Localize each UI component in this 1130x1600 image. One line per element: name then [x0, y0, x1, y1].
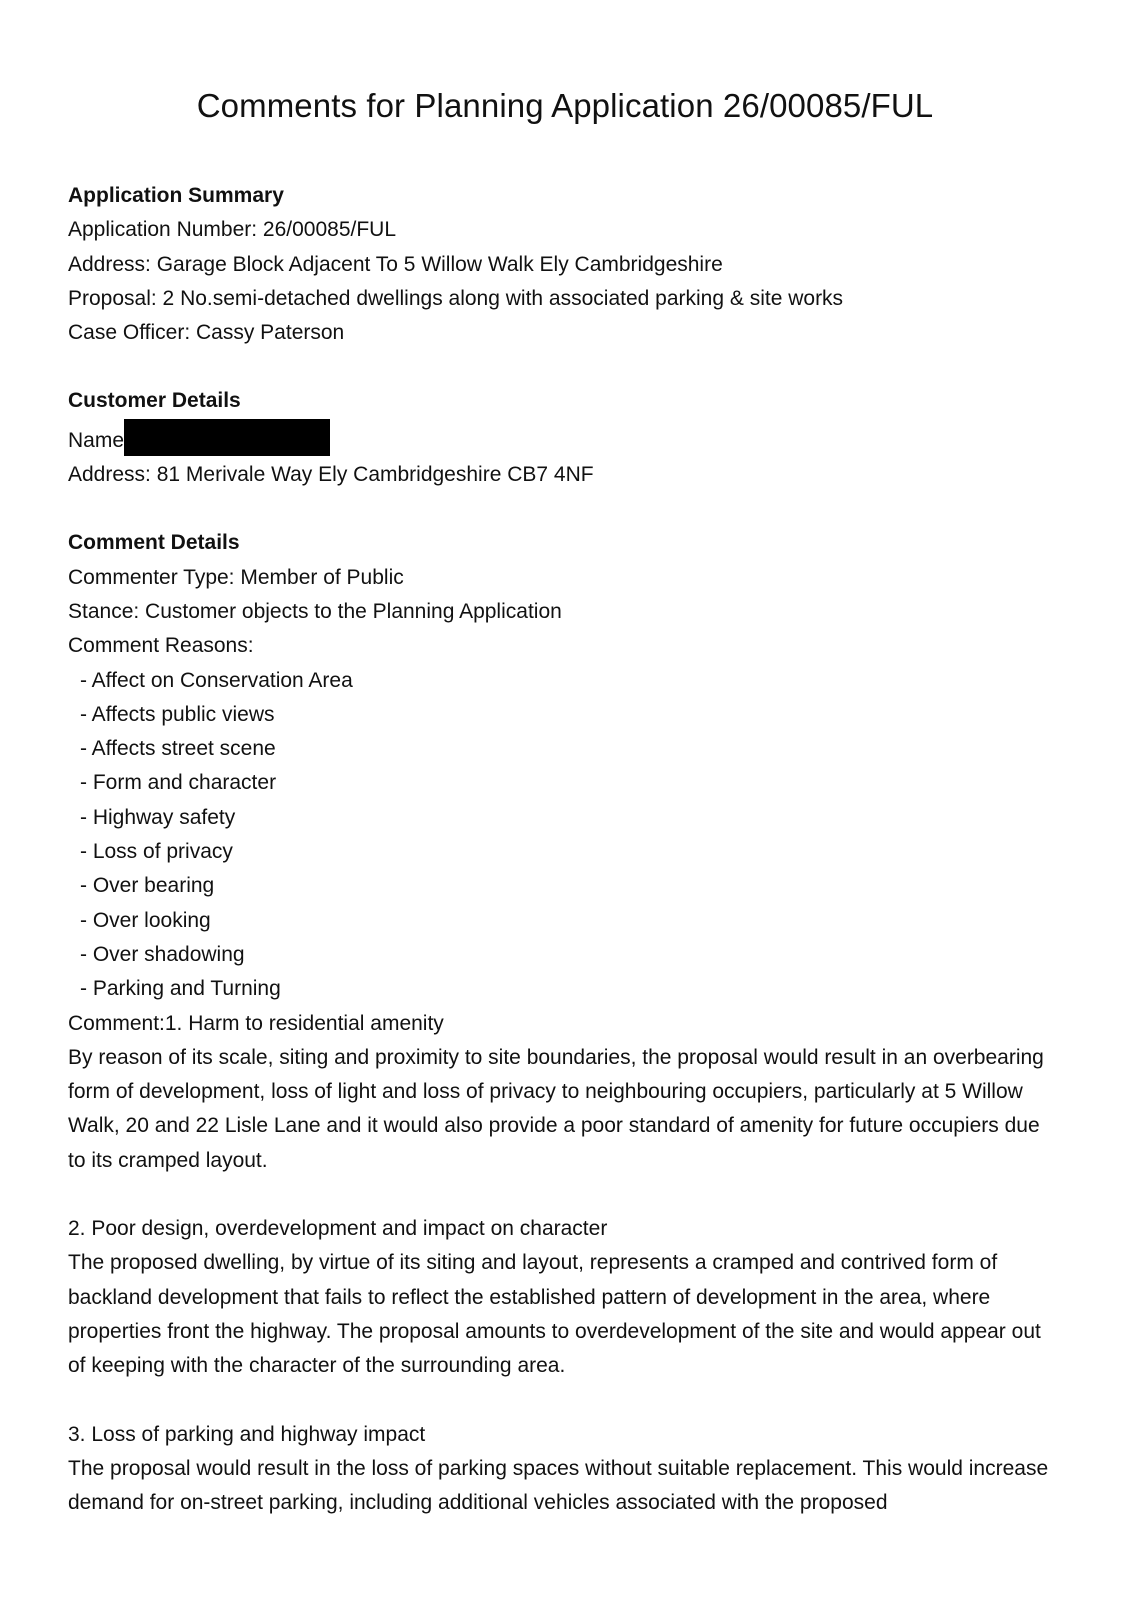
customer-name-label: Name — [68, 428, 125, 452]
application-summary-section — [68, 179, 1068, 350]
application-number: Application Number: 26/00085/FUL — [68, 218, 397, 242]
comment-reason-item: - Affects public views — [80, 702, 275, 726]
comment-reason-item: - Affects street scene — [80, 737, 276, 761]
customer-details-heading: Customer Details — [68, 389, 241, 413]
comment-paragraph-2: The proposed dwelling, by virtue of its siting and layout, represents a cramped and contrived form of backland development that fails to reflect the established pattern of development in the area, where properties front the highway. The proposal amounts to overdevelopment of the site and would appear out of keeping with the character of the surrounding area. — [68, 1251, 1041, 1378]
application-proposal: Proposal: 2 No.semi-detached dwellings along with associated parking & site works — [68, 286, 844, 310]
application-summary-heading: Application Summary — [68, 184, 284, 207]
comment-reason-item: - Over shadowing — [80, 942, 245, 966]
comment-reasons-label: Comment Reasons: — [68, 634, 254, 658]
comment-reason-item: - Affect on Conservation Area — [80, 668, 353, 692]
comment-reason-item: - Over looking — [80, 908, 211, 932]
spacer — [68, 1384, 1068, 1418]
name-redaction-block — [124, 419, 330, 456]
comment-heading-3: 3. Loss of parking and highway impact — [68, 1422, 426, 1446]
comment-details-section — [68, 526, 1068, 1520]
spacer — [68, 492, 1068, 526]
document-body — [68, 179, 1068, 1520]
comment-paragraph-3: The proposal would result in the loss of parking spaces without suitable replacement. This would increase demand for on-street parking, including additional vehicles associated with the proposed — [68, 1456, 1049, 1515]
comment-reason-item: - Form and character — [80, 771, 277, 795]
commenter-type: Commenter Type: Member of Public — [68, 565, 404, 589]
comment-paragraph-1: By reason of its scale, siting and proximity to site boundaries, the proposal would result in an overbearing form of development, loss of light and loss of privacy to neighbouring occupiers, particularly at 5 Willow Walk, 20 and 22 Lisle Lane and it would also provide a poor standard of amenity for future occupiers due to its cramped layout. — [68, 1045, 1044, 1172]
spacer — [68, 350, 1068, 384]
spacer — [68, 1178, 1068, 1212]
document-title: Comments for Planning Application 26/00085/FUL — [196, 87, 934, 124]
comment-intro: Comment:1. Harm to residential amenity — [68, 1011, 444, 1035]
comment-details-heading: Comment Details — [68, 531, 240, 555]
comment-reason-item: - Over bearing — [80, 874, 215, 898]
comment-heading-2: 2. Poor design, overdevelopment and impact on character — [68, 1217, 608, 1241]
customer-address: Address: 81 Merivale Way Ely Cambridgeshire CB7 4NF — [68, 463, 594, 487]
comment-reason-item: - Loss of privacy — [80, 840, 233, 864]
stance: Stance: Customer objects to the Planning Application — [68, 599, 562, 623]
customer-name-row — [68, 419, 1068, 458]
application-address: Address: Garage Block Adjacent To 5 Willow Walk Ely Cambridgeshire — [68, 252, 723, 276]
case-officer: Case Officer: Cassy Paterson — [68, 321, 345, 345]
comment-reason-item: - Parking and Turning — [80, 977, 281, 1001]
comment-reason-item: - Highway safety — [80, 805, 236, 829]
customer-details-section — [68, 384, 1068, 492]
